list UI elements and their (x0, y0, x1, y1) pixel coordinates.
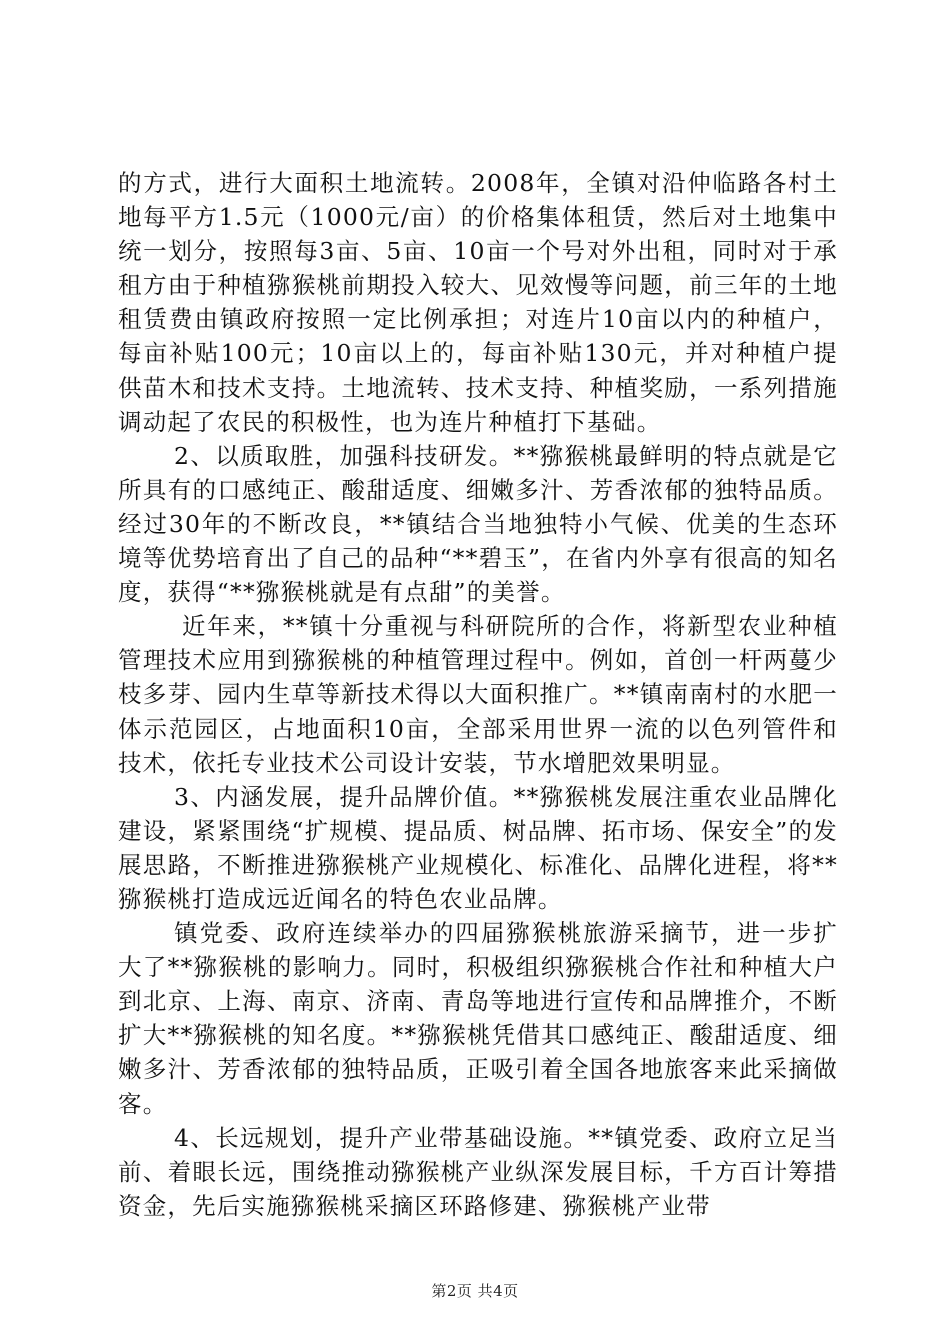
page-footer (0, 1280, 950, 1301)
paragraph-picking-festival: 镇党委、政府连续举办的四届猕猴桃旅游采摘节，进一步扩大了**猕猴桃的影响力。同时，积极组织猕猴桃合作社和种植大户到北京、上海、南京、济南、青岛等地进行宣传和品牌推介，不断扩大**猕猴桃的知名度。**猕猴桃凭借其口感纯正、酸甜适度、细嫩多汁、芳香浓郁的独特品质，正吸引着全国各地旅客来此采摘做客。 (118, 919, 838, 1118)
paragraph-infrastructure: 4、长远规划，提升产业带基础设施。**镇党委、政府立足当前、着眼长远，围绕推动猕猴桃产业纵深发展目标，千方百计筹措资金，先后实施猕猴桃采摘区环路修建、猕猴桃产业带 (118, 1123, 838, 1220)
paragraph-research-cooperation: 近年来，**镇十分重视与科研院所的合作，将新型农业种植管理技术应用到猕猴桃的种植管理过程中。例如，首创一杆两蔓少枝多芽、园内生草等新技术得以大面积推广。**镇南南村的水肥一体示范园区，占地面积10亩，全部采用世界一流的以色列管件和技术，依托专业技术公司设计安装，节水增肥效果明显。 (118, 612, 838, 777)
paragraph-brand-value: 3、内涵发展，提升品牌价值。**猕猴桃发展注重农业品牌化建设，紧紧围绕“扩规模、提品质、树品牌、拓市场、保安全”的发展思路，不断推进猕猴桃产业规模化、标准化、品牌化进程，将**猕猴桃打造成远近闻名的特色农业品牌。 (118, 782, 838, 913)
page-number: 第2页 共4页 (431, 1282, 519, 1300)
body-text (118, 166, 838, 1223)
paragraph-land-transfer: 的方式，进行大面积土地流转。2008年，全镇对沿仲临路各村土地每平方1.5元（1000元/亩）的价格集体租赁，然后对土地集中统一划分，按照每3亩、5亩、10亩一个号对外出租，同时对于承租方由于种植猕猴桃前期投入较大、见效慢等问题，前三年的土地租赁费由镇政府按照一定比例承担；对连片10亩以内的种植户，每亩补贴100元；10亩以上的，每亩补贴130元，并对种植户提供苗木和技术支持。土地流转、技术支持、种植奖励，一系列措施调动起了农民的积极性，也为连片种植打下基础。 (118, 169, 838, 436)
paragraph-quality-research: 2、以质取胜，加强科技研发。**猕猴桃最鲜明的特点就是它所具有的口感纯正、酸甜适度、细嫩多汁、芳香浓郁的独特品质。经过30年的不断改良，**镇结合当地独特小气候、优美的生态环境等优势培育出了自己的品种“**碧玉”，在省内外享有很高的知名度，获得“**猕猴桃就是有点甜”的美誉。 (118, 441, 838, 607)
